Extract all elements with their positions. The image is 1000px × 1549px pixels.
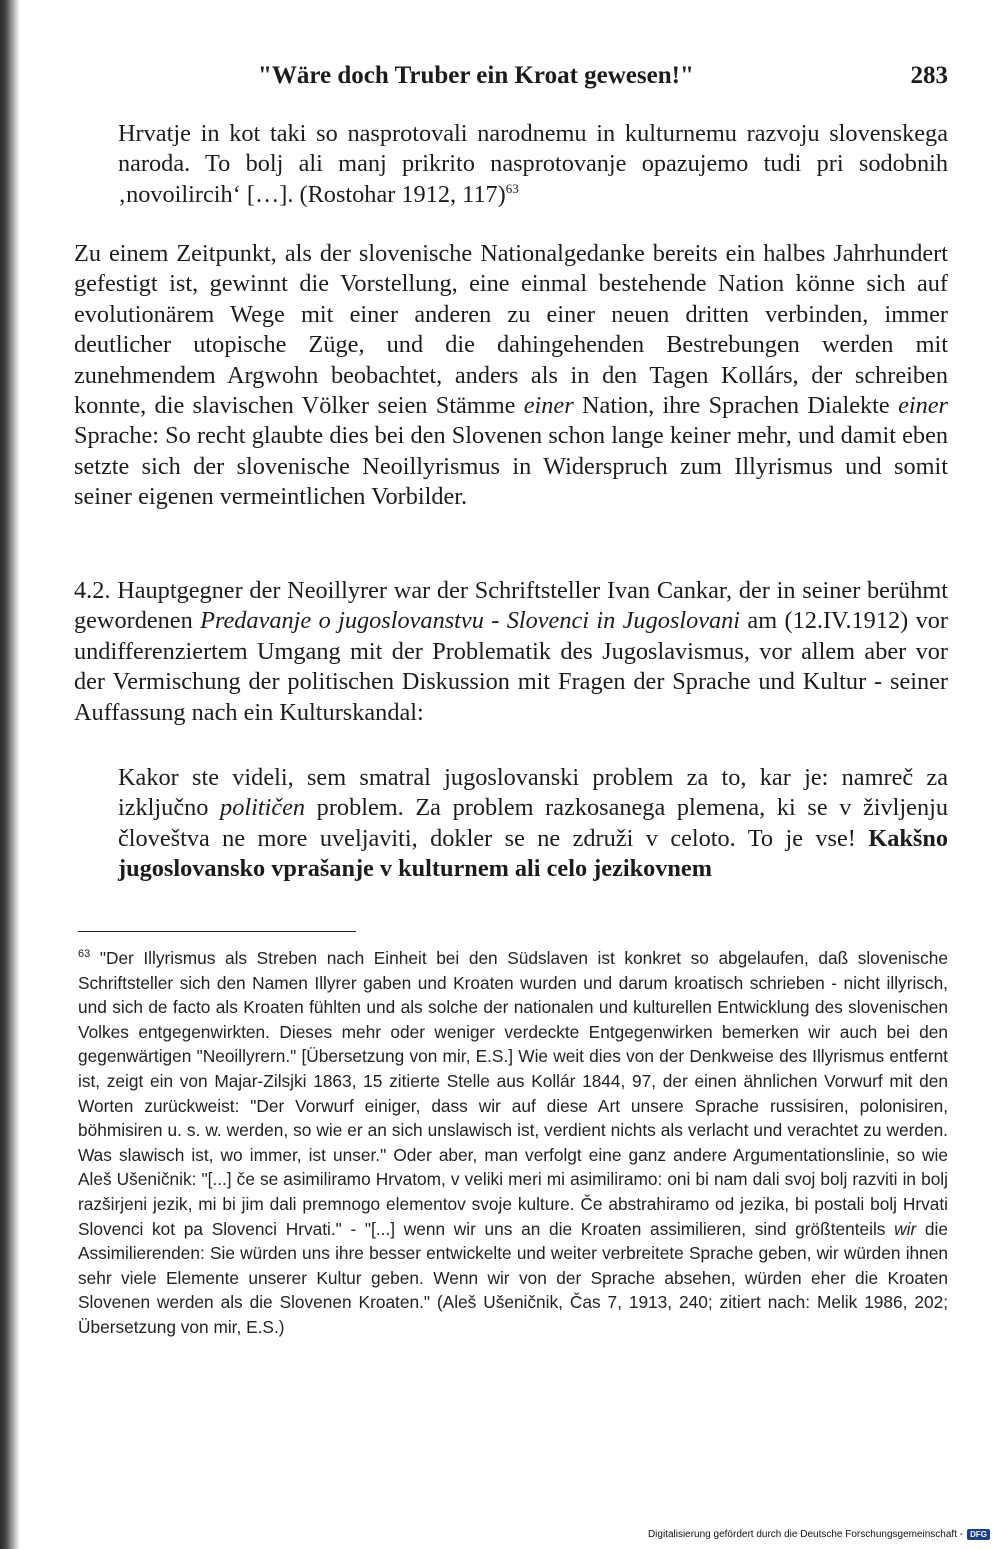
footnote-63: $^{63}$ "Der Illyrismus als Streben nach Einheit bei den Südslaven ist konkret so abgelaufen, daß slovenische Schriftsteller sich den Namen Illyrer gaben und Kroaten wurden und darum kroatisch schrieben - nicht illyrisch, und sich de facto als Kroaten fühlten und als solche der nationalen und kulturellen Entwicklung des slovenischen Volkes entgegenwirkten. Dieses mehr oder weniger verdeckte Entgegenwirken bemerken wir auch bei den gegenwärtigen "Neoillyrern." [Übersetzung von mir, E.S.] Wie weit dies von der Denkweise des Illyrismus entfernt ist, zeigt ein von Majar-Zilsjki 1863, 15 zitierte Stelle aus Kollár 1844, 97, der einen ähnlichen Vorwurf mit den Worten zurückweist: "Der Vorwurf einiger, dass wir auf diese Art unsere Sprache russisiren, polonisiren, böhmisiren u. s. w. werden, so wie er an sich unslawisch ist, verdient nichts als verlacht und verachtet zu werden. Was slawisch ist, wo immer, ist unser." Oder aber, man verfolgt eine ganz andere Argumentationslinie, so wie Aleš Ušeničnik: "[...] če se asimiliramo Hrvatom, v veliki meri mi asimiliramo: oni bi nam dali svoj bolj razviti in bolj razširjeni jezik, mi bi jim dali premnogo elementov svoje kulture. Če abstrahiramo od jezika, bi postali bolj Hrvati Slovenci kot pa Slovenci Hrvati." - "[...] wenn wir uns an die Kroaten assimilieren, sind größtenteils wir die Assimilierenden: Sie würden uns ihre besser entwickelte und weiter verbreitete Sprache geben, wir würden ihnen sehr viele Elemente unserer Kultur geben. Wenn wir von der Sprache absehen, würden eher die Kroaten Slovenen werden als die Slovenen Kroaten." (Aleš Ušeničnik, Čas 7, 1913, 240; zitiert nach: Melik 1986, 202; Übersetzung von mir, E.S.) xyxy=(78,948,948,1337)
block-quote-rostohar xyxy=(118,119,948,210)
emphasis: einer xyxy=(898,392,948,420)
digitization-credit: Digitalisierung gefördert durch die Deutsche Forschungsgemeinschaft - DFG xyxy=(648,1529,990,1540)
block-quote-cankar: Kakor ste videli, sem smatral jugoslovanski problem za to, kar je: namreč za izključno političen problem. Za problem razkosanega plemena, ki se v življenju človeštva ne more uveljaviti, dokler se ne združi v celoto. To je vse! Kakšno jugoslovansko vprašanje v kulturnem ali celo jezikovnem xyxy=(118,764,948,883)
page-number: 283 xyxy=(910,62,948,89)
footnote-number: 63 xyxy=(78,948,91,961)
bold-passage: Kakšno jugoslovansko vprašanje v kulturnem ali celo jezikovnem xyxy=(118,824,948,883)
paragraph-cankar: 4.2. Hauptgegner der Neoillyrer war der Schriftsteller Ivan Cankar, der in seiner berühmt gewordenen Predavanje o jugoslovanstvu - Slovenci in Jugoslovani am (12.IV.1912) vor undifferenziertem Umgang mit der Problematik des Jugoslavismus, vor allem aber vor der Vermischung der politischen Diskussion mit Fragen der Sprache und Kultur - seiner Auffassung nach ein Kulturskandal: xyxy=(74,577,948,726)
emphasis: wir xyxy=(894,1218,917,1239)
emphasis: einer xyxy=(523,392,574,420)
paragraph-neoillyrism: Zu einem Zeitpunkt, als der slovenische Nationalgedanke bereits ein halbes Jahrhundert gefestigt ist, gewinnt die Vorstellung, eine einmal bestehende Nation könne sich auf evolutionärem Wege mit einer anderen zu einer neuen dritten verbinden, immer deutlicher utopische Züge, und die dahingehenden Bestrebungen werden mit zunehmendem Argwohn beobachtet, anders als in den Tagen Kollárs, der schreiben konnte, die slavischen Völker seien Stämme einer Nation, ihre Sprachen Dialekte einer Sprache: So recht glaubte dies bei den Slovenen schon lange keiner mehr, und damit eben setzte sich der slovenische Neoillyrismus in Widerspruch zum Illyrismus und somit seiner eigenen vermeintlichen Vorbilder. xyxy=(74,240,948,511)
page-binding-edge xyxy=(0,0,20,1549)
footnote-divider xyxy=(78,931,356,932)
dfg-logo-icon: DFG xyxy=(967,1529,990,1540)
quote-text: Hrvatje in kot taki so nasprotovali narodnemu in kulturnemu razvoju slovenskega naroda. To bolj ali manj prikrito nasprotovanje opazujemo tudi pri sodobnih ‚novoilircih‘ […]. (Rostohar 1912, 117) xyxy=(118,120,948,208)
emphasis: političen xyxy=(220,794,306,822)
footnote-ref: 63 xyxy=(505,180,519,196)
page-header xyxy=(60,58,948,98)
lecture-title: Predavanje o jugoslovanstvu - Slovenci in Jugoslovani xyxy=(200,607,741,635)
running-head: "Wäre doch Truber ein Kroat gewesen!" xyxy=(258,62,694,89)
